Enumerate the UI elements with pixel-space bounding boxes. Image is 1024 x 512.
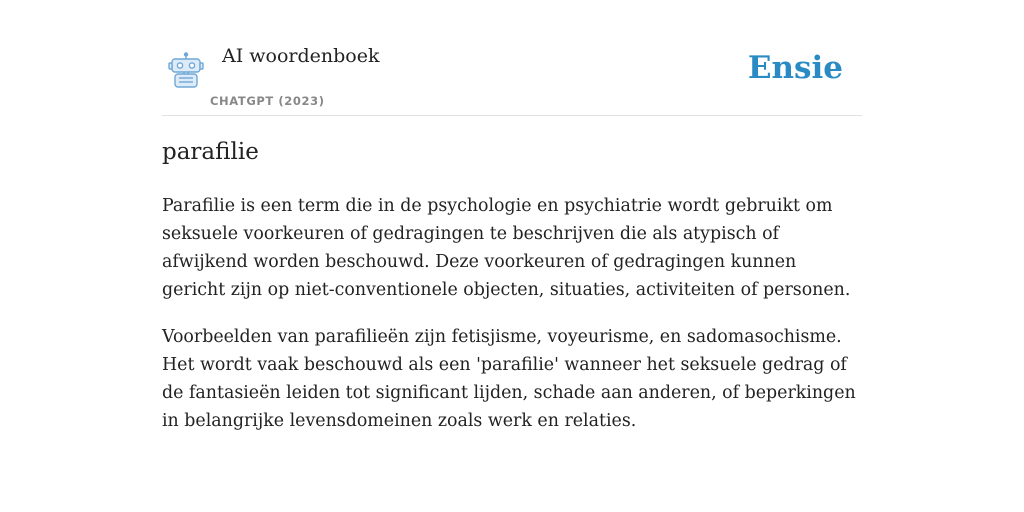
definition-paragraph: Voorbeelden van parafilieën zijn fetisjisme, voyeurisme, en sadomasochisme. Het wordt vaak beschouwd als een 'parafilie' wanneer het seksuele gedrag of de fantasieën leiden tot significant lijden, schade aan anderen, of beperkingen in belangrijke levensdomeinen zoals werk en relaties. (162, 327, 856, 431)
site-subtitle: CHATGPT (2023) (210, 94, 325, 108)
brand-logo[interactable]: Ensie (747, 50, 843, 86)
entry-definition (162, 192, 862, 454)
robot-icon (166, 52, 206, 90)
page (162, 0, 862, 512)
site-title[interactable]: AI woordenboek (222, 45, 380, 67)
header (162, 0, 862, 116)
definition-paragraph: Parafilie is een term die in de psychologie en psychiatrie wordt gebruikt om seksuele voorkeuren of gedragingen te beschrijven die als atypisch of afwijkend worden beschouwd. Deze voorkeuren of gedragingen kunnen gericht zijn op niet-conventionele objecten, situaties, activiteiten of personen. (162, 196, 851, 300)
entry-term: parafilie (162, 139, 259, 165)
